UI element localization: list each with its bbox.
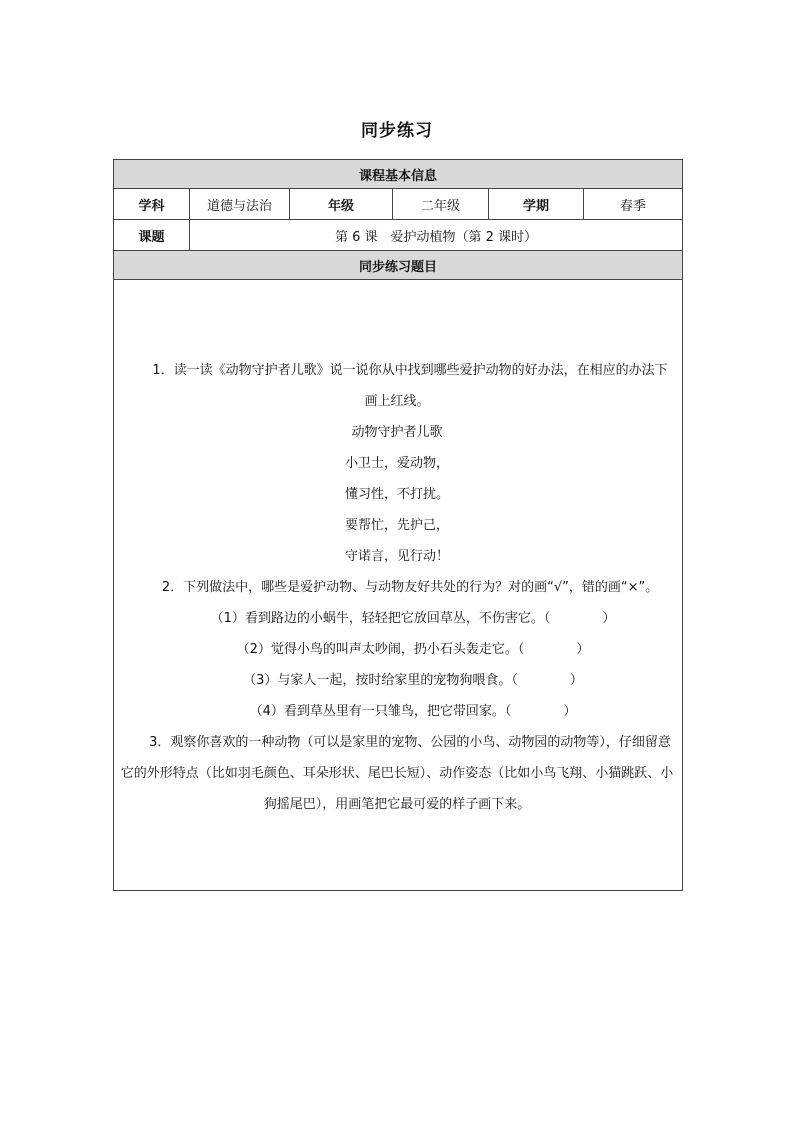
poem-line: 懂习性，不打扰。 <box>345 486 450 502</box>
topic-value: 第 6 课 爱护动植物（第 2 课时） <box>190 220 683 251</box>
topic-label: 课题 <box>114 220 190 251</box>
question-2-item: （2）觉得小鸟的叫声太吵闹，扔小石头轰走它。（ ） <box>236 641 590 657</box>
exercise-body-row <box>114 280 683 891</box>
poem-title: 动物守护者儿歌 <box>351 424 443 440</box>
question-2-item: （3）与家人一起，按时给家里的宠物狗喂食。（ ） <box>243 672 583 688</box>
page-title: 同步练习 <box>361 121 433 141</box>
grade-label: 年级 <box>290 189 393 220</box>
section-header-exercises <box>114 251 683 280</box>
subject-label: 学科 <box>114 189 190 220</box>
term-value: 春季 <box>584 189 683 220</box>
poem-line: 要帮忙，先护己， <box>345 517 450 533</box>
question-2-item: （1）看到路边的小蜗牛，轻轻把它放回草丛，不伤害它。（ ） <box>210 610 616 626</box>
question-2-item: （4）看到草丛里有一只雏鸟，把它带回家。（ ） <box>249 703 577 719</box>
exercise-table <box>113 159 683 891</box>
section-header-basic-info <box>114 160 683 189</box>
question-1: 1．读一读《动物守护者儿歌》说一说你从中找到哪些爱护动物的好办法，在相应的办法下画上红线。 <box>152 362 668 409</box>
section-title-basic-info: 课程基本信息 <box>114 160 683 189</box>
term-label: 学期 <box>489 189 584 220</box>
question-3: 3．观察你喜欢的一种动物（可以是家里的宠物、公园的小鸟、动物园的动物等），仔细留意它的外形特点（比如羽毛颜色、耳朵形状、尾巴长短）、动作姿态（比如小鸟飞翔、小猫跳跃、小狗摇尾巴），用画笔把它最可爱的样子画下来。 <box>120 734 674 812</box>
section-title-exercises: 同步练习题目 <box>114 251 683 280</box>
topic-row <box>114 220 683 251</box>
grade-value: 二年级 <box>393 189 489 220</box>
subject-value: 道德与法治 <box>190 189 290 220</box>
info-row <box>114 189 683 220</box>
poem-line: 小卫士，爱动物， <box>345 455 450 471</box>
question-2: 2．下列做法中，哪些是爱护动物、与动物友好共处的行为？对的画“√”，错的画“×”。 <box>161 579 659 595</box>
exercise-body <box>114 280 683 891</box>
poem-line: 守诺言，见行动！ <box>345 548 450 564</box>
